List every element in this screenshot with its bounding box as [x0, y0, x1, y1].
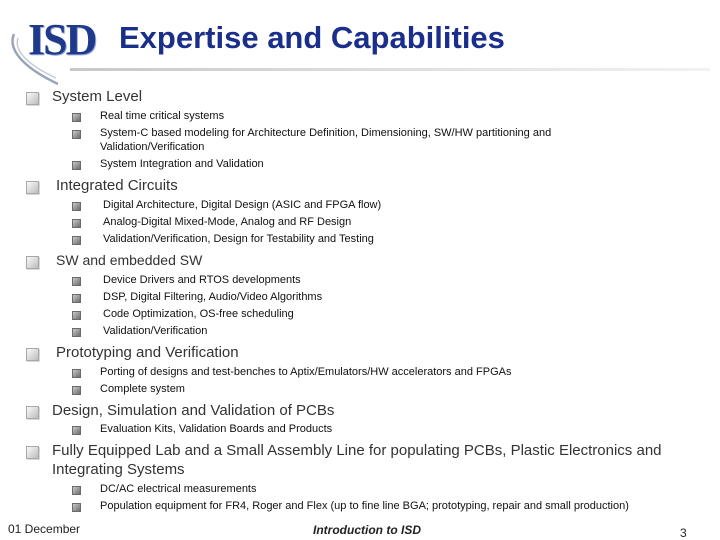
section-heading: Fully Equipped Lab and a Small Assembly Line for populating PCBs, Plastic Electronics and Integrating Systems	[52, 442, 662, 478]
list-item: Digital Architecture, Digital Design (ASIC and FPGA flow)	[103, 199, 382, 211]
level2-bullet-icon	[72, 328, 81, 337]
level1-bullet-icon	[26, 446, 39, 459]
page-number: 3	[680, 526, 687, 540]
section-heading: System Level	[52, 88, 143, 105]
list-item: Real time critical systems	[100, 110, 225, 122]
level2-bullet-icon	[72, 277, 81, 286]
footer-date: 01 December	[8, 522, 81, 536]
section-heading: Integrated Circuits	[56, 177, 178, 194]
list-item: System-C based modeling for Architecture Definition, Dimensioning, SW/HW partitioning and Validation/Verification	[100, 127, 552, 153]
level2-bullet-icon	[72, 113, 81, 122]
list-item: DSP, Digital Filtering, Audio/Video Algorithms	[103, 291, 323, 303]
page-title: Expertise and Capabilities	[119, 20, 505, 55]
level2-bullet-icon	[72, 386, 81, 395]
level2-bullet-icon	[72, 130, 81, 139]
level1-bullet-icon	[26, 256, 39, 269]
level1-bullet-icon	[26, 348, 39, 361]
level2-bullet-icon	[72, 294, 81, 303]
list-item: Validation/Verification	[103, 325, 208, 337]
logo-text: ISD	[28, 15, 96, 64]
logo	[6, 14, 116, 88]
level2-bullet-icon	[72, 236, 81, 245]
level1-bullet-icon	[26, 92, 39, 105]
section-heading: Design, Simulation and Validation of PCBs	[52, 402, 335, 419]
level2-bullet-icon	[72, 161, 81, 170]
section-heading: SW and embedded SW	[56, 252, 203, 268]
list-item: Population equipment for FR4, Roger and Flex (up to fine line BGA; prototyping, repair and small production)	[100, 500, 629, 512]
footer-title: Introduction to ISD	[313, 523, 421, 537]
level2-bullet-icon	[72, 202, 81, 211]
level2-bullet-icon	[72, 219, 81, 228]
list-item: DC/AC electrical measurements	[100, 483, 257, 495]
level2-bullet-icon	[72, 369, 81, 378]
level1-bullet-icon	[26, 181, 39, 194]
level1-bullet-icon	[26, 406, 39, 419]
level2-bullet-icon	[72, 486, 81, 495]
list-item: Porting of designs and test-benches to Aptix/Emulators/HW accelerators and FPGAs	[100, 366, 512, 378]
list-item: Device Drivers and RTOS developments	[103, 274, 301, 286]
level2-bullet-icon	[72, 426, 81, 435]
list-item: System Integration and Validation	[100, 158, 264, 170]
section-heading: Prototyping and Verification	[56, 344, 239, 361]
list-item: Validation/Verification, Design for Testability and Testing	[103, 233, 374, 245]
list-item: Complete system	[100, 383, 185, 395]
list-item: Evaluation Kits, Validation Boards and Products	[100, 423, 333, 435]
title-divider	[70, 68, 710, 71]
list-item: Code Optimization, OS-free scheduling	[103, 308, 294, 320]
list-item: Analog-Digital Mixed-Mode, Analog and RF Design	[103, 216, 352, 228]
level2-bullet-icon	[72, 503, 81, 512]
level2-bullet-icon	[72, 311, 81, 320]
